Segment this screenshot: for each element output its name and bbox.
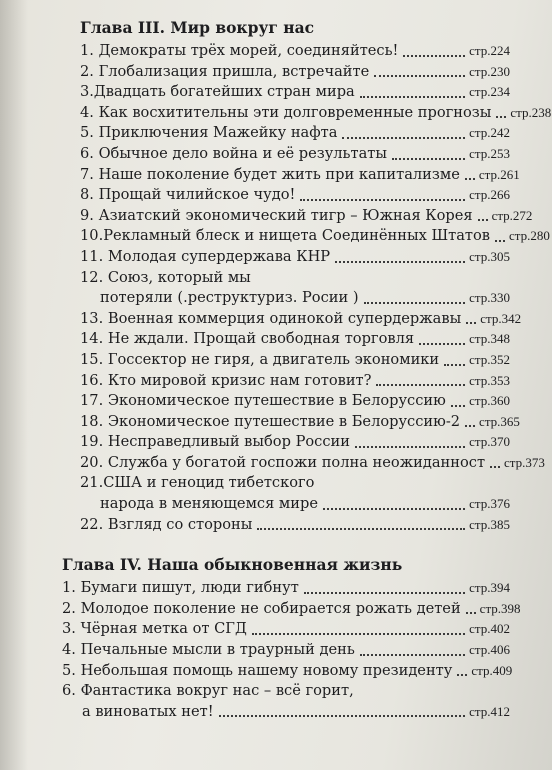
toc-entry [62,661,513,682]
toc-entry [80,82,510,103]
dot-leader [451,404,465,407]
toc-entry [80,309,522,330]
entry-title: 20. Служба у богатой госпожи полна неожиданност [80,453,486,471]
entry-title: 3. Чёрная метка от СГД [62,620,247,638]
chapter-section [70,18,552,535]
dot-leader [392,157,465,160]
dot-leader [495,239,505,242]
toc-entry [80,206,533,227]
dot-leader [252,632,465,635]
entry-title-continuation-row [62,702,510,723]
entry-title: 2. Молодое поколение не собирается рожать детей [62,599,461,617]
page-number: стр.412 [469,703,510,719]
dot-leader [478,218,488,221]
entry-title: 2. Глобализация пришла, встречайте [80,62,370,80]
entry-title: 4. Как восхитительны эти долговременные прогнозы [80,103,492,121]
page-number: стр.360 [469,393,510,409]
entry-title-continuation-row [80,494,510,515]
page-number: стр.353 [469,372,510,388]
entry-title: 13. Военная коммерция одинокой супердержавы [80,309,462,327]
dot-leader [304,591,465,594]
page-number: стр.261 [478,166,520,182]
dot-leader [496,115,506,118]
entry-title: 12. Союз, который мы [80,268,251,286]
toc-entry [62,619,510,640]
toc-entry [80,391,510,412]
page-number: стр.365 [479,413,520,429]
dot-leader [419,342,465,345]
page-number: стр.230 [469,63,510,79]
toc-entry [80,473,510,514]
dot-leader [360,653,465,656]
entry-title: 4. Печальные мысли в траурный день [62,641,355,659]
entry-title: 22. Взгляд со стороны [80,515,253,533]
toc-entry [80,350,510,371]
entry-title: 5. Небольшая помощь нашему новому президенту [62,661,453,679]
entry-title: 8. Прощай чилийское чудо! [80,186,296,204]
page-number: стр.402 [469,621,510,637]
dot-leader [466,611,476,614]
entry-list [80,41,552,535]
page-number: стр.238 [510,104,552,120]
dot-leader [300,198,465,201]
page-number: стр.385 [469,516,510,532]
dot-leader [376,383,465,386]
entry-title: 11. Молодая супердержава КНР [80,247,331,265]
page-number: стр.234 [469,84,510,100]
page-number: стр.409 [471,662,513,678]
page-number: стр.330 [469,290,510,306]
toc-entry [62,640,510,661]
table-of-contents [62,18,552,722]
dot-leader [257,527,465,530]
toc-entry [80,247,510,268]
toc-entry [80,123,510,144]
dot-leader [342,136,465,139]
entry-title: 5. Приключения Мажейку нафта [80,124,338,142]
entry-title-continuation: потеряли (.реструктуриз. Росии ) [100,289,359,307]
entry-title: 1. Демократы трёх морей, соединяйтесь! [80,42,399,59]
toc-entry [80,144,510,165]
entry-title: 19. Несправедливый выбор России [80,433,350,451]
entry-title: 18. Экономическое путешествие в Белоруссию-2 [80,412,461,430]
entry-title: 6. Обычное дело война и её результаты [80,144,387,162]
dot-leader [374,74,465,77]
chapter-title: Глава IV. Наша обыкновенная жизнь [62,555,403,575]
entry-list [62,578,521,722]
dot-leader [219,714,466,717]
entry-title-continuation: народа в меняющемся мире [100,495,318,513]
entry-title: 6. Фантастика вокруг нас – всё горит, [62,682,354,700]
page-number: стр.376 [469,496,510,512]
entry-title: 10.Рекламный блеск и нищета Соединённых Штатов [80,227,490,245]
dot-leader [335,260,465,263]
entry-title: 16. Кто мировой кризис нам готовит? [80,371,372,389]
page-number: стр.242 [469,125,510,141]
dot-leader [355,445,465,448]
toc-entry [80,432,510,453]
toc-entry [80,103,552,124]
toc-entry [62,578,510,599]
entry-title: 15. Госсектор не гиря, а двигатель экономики [80,350,440,368]
toc-entry [80,41,510,62]
dot-leader [444,363,465,366]
page-number: стр.280 [509,228,550,244]
toc-entry [80,185,510,206]
entry-title: 17. Экономическое путешествие в Белоруссию [80,392,446,410]
entry-title: 21.США и геноцид тибетского [80,474,315,492]
dot-leader [360,95,465,98]
toc-entry [80,371,510,392]
dot-leader [323,507,465,510]
page-number: стр.348 [469,331,510,347]
page-number: стр.394 [469,580,510,596]
page-gutter-shadow [0,0,28,770]
dot-leader [465,177,475,180]
toc-entry [80,453,545,474]
entry-title-continuation: а виноватых нет! [82,702,214,720]
page-number: стр.352 [469,351,510,367]
toc-entry [80,515,510,536]
toc-entry [62,681,510,722]
page-number: стр.398 [479,600,521,616]
chapter-title: Глава III. Мир вокруг нас [80,18,315,37]
dot-leader [465,424,475,427]
chapter-section [62,555,521,722]
page-number: стр.342 [480,310,522,326]
toc-entry [80,329,510,350]
dot-leader [457,673,467,676]
page-number: стр.224 [469,43,510,58]
toc-entry [80,412,520,433]
toc-entry [80,165,520,186]
page-number: стр.253 [469,145,510,161]
toc-entry [80,268,510,309]
entry-title: 3.Двадцать богатейших стран мира [80,83,355,101]
entry-title: 9. Азиатский экономический тигр – Южная Корея [80,206,473,224]
page-number: стр.406 [469,642,510,658]
entry-title: 7. Наше поколение будет жить при капитализме [80,165,460,183]
dot-leader [490,465,500,468]
entry-title: 1. Бумаги пишут, люди гибнут [62,579,299,597]
dot-leader [466,321,476,324]
page-number: стр.373 [504,454,545,470]
toc-entry [62,599,521,620]
toc-entry [80,226,550,247]
dot-leader [364,301,466,304]
page-number: стр.370 [469,434,510,450]
entry-title-continuation-row [80,288,510,309]
page-number: стр.272 [491,207,533,223]
toc-entry [80,62,510,83]
page-number: стр.305 [469,248,510,264]
entry-title: 14. Не ждали. Прощай свободная торговля [80,330,415,348]
page-number: стр.266 [469,187,510,203]
dot-leader [403,54,465,57]
